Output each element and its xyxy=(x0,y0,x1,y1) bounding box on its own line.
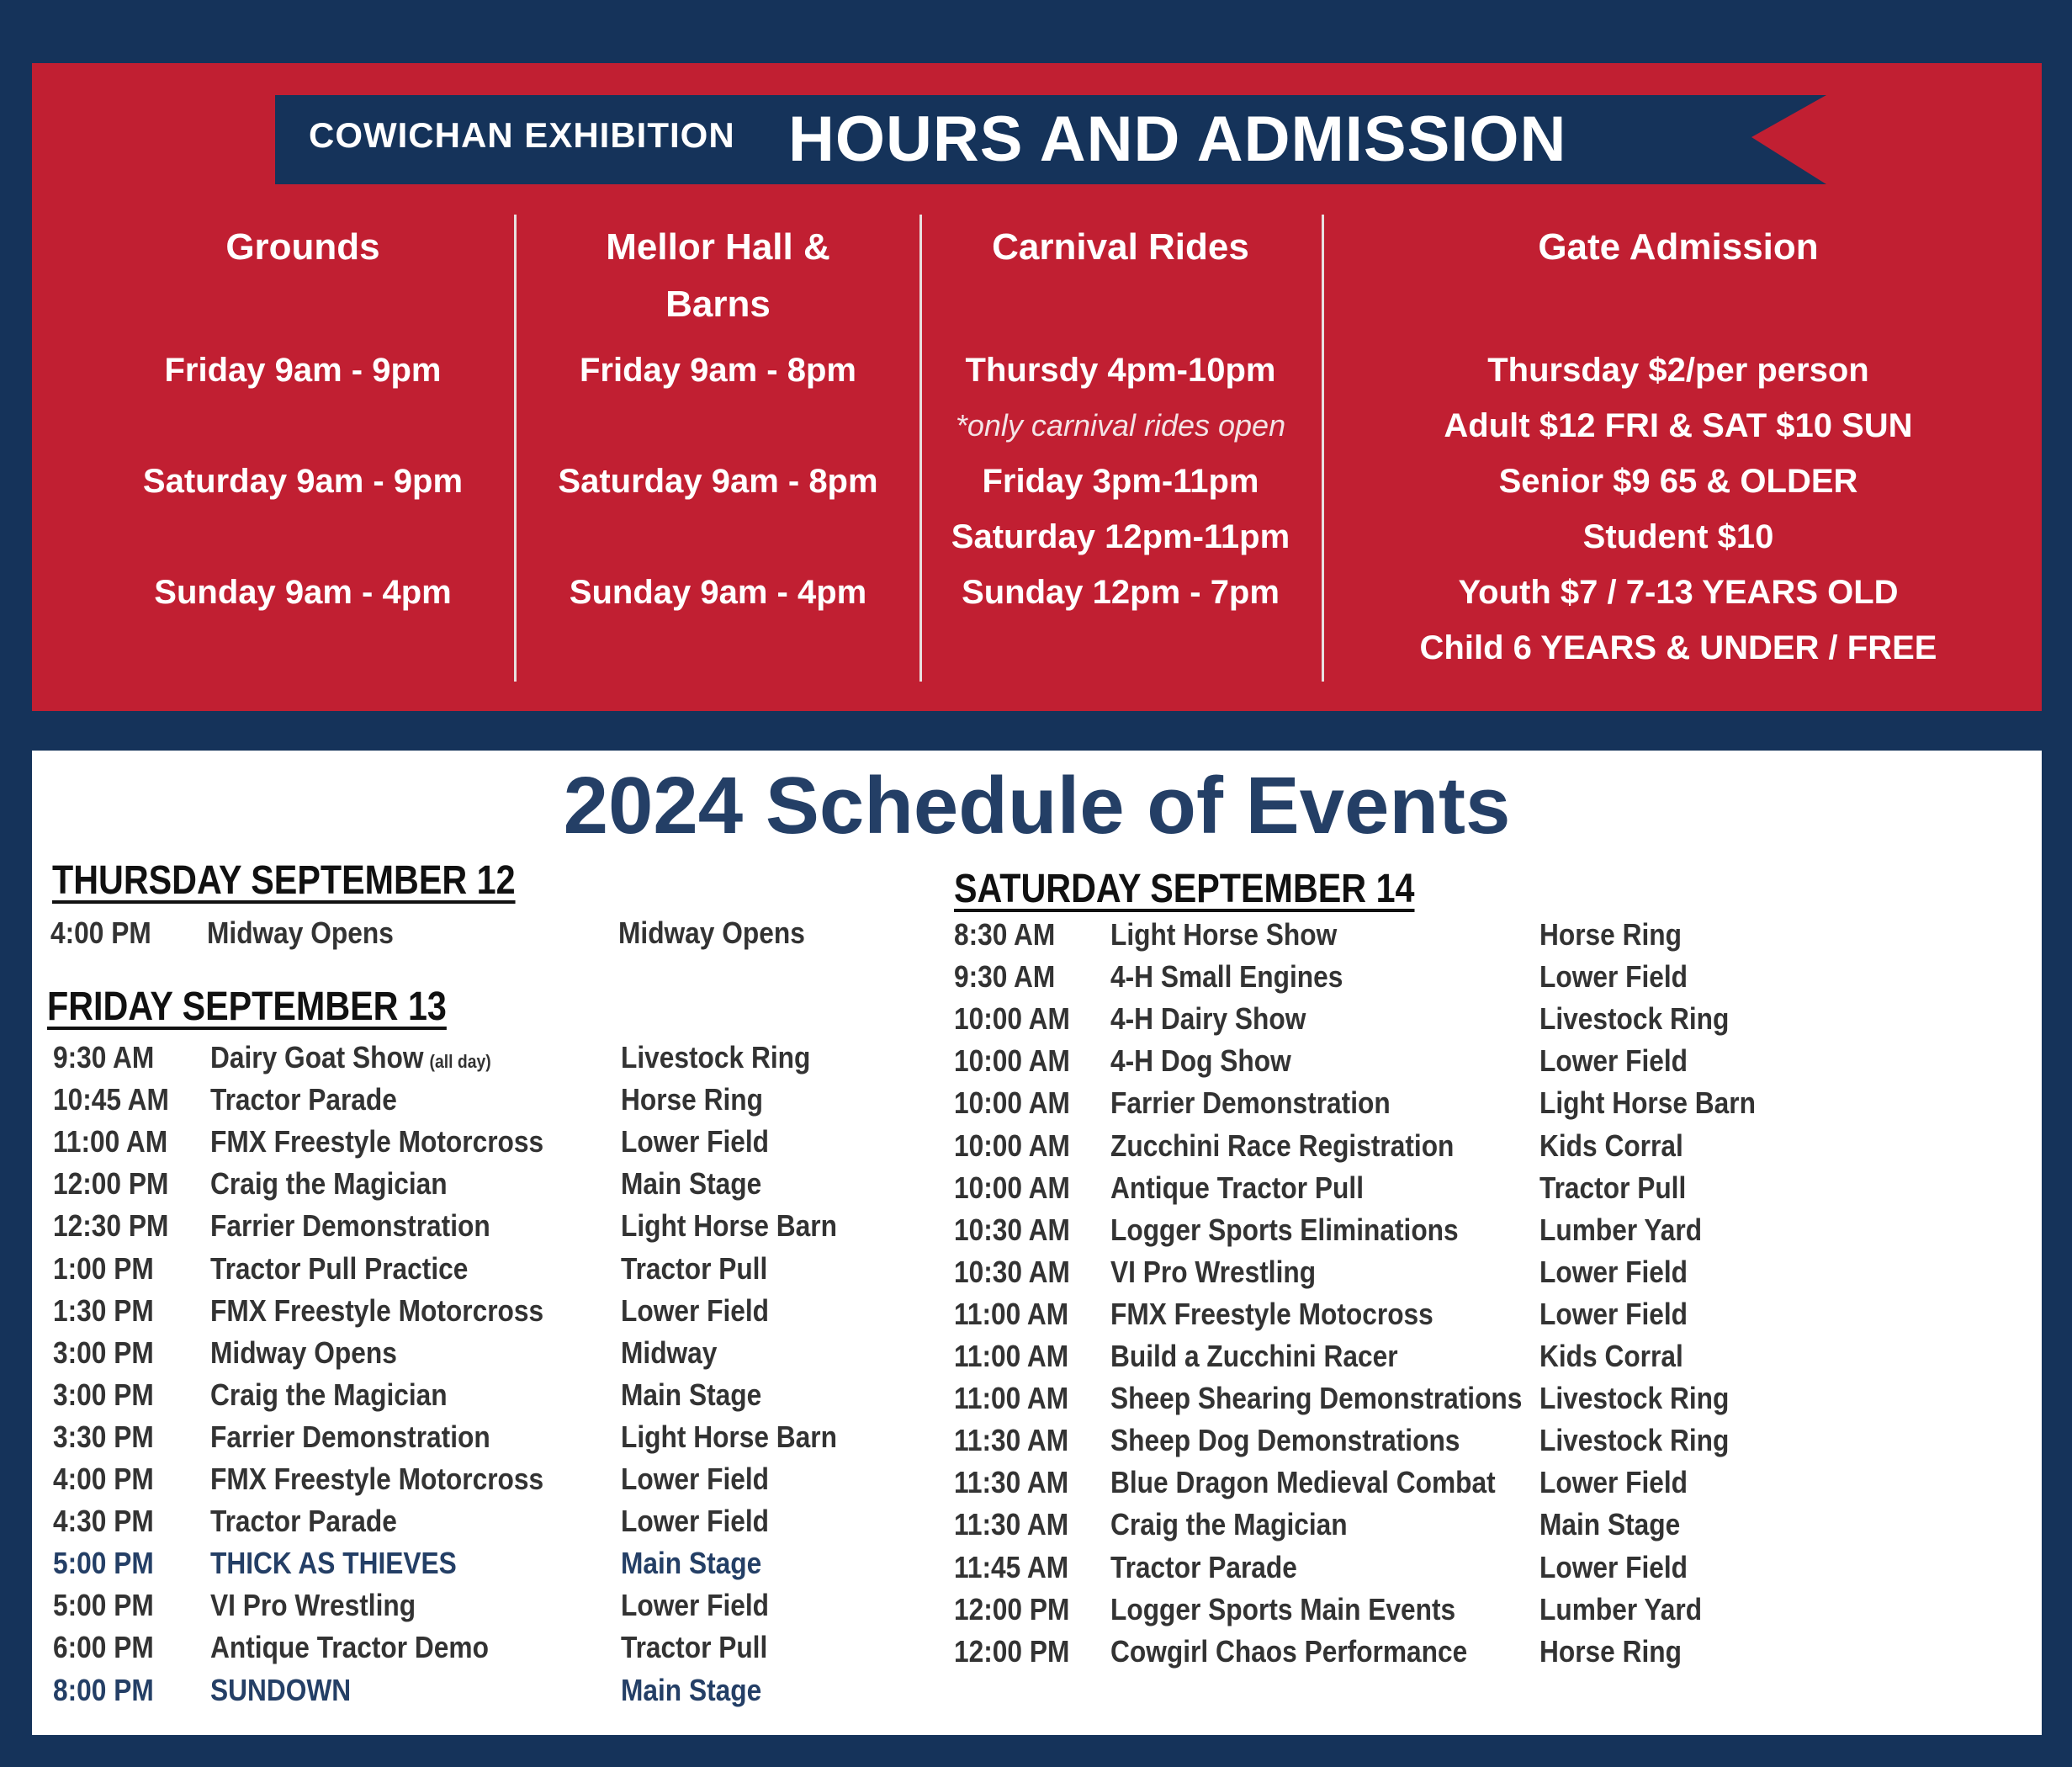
carnival-note: *only carnival rides open xyxy=(955,408,1286,443)
event-name-text: 4-H Dog Show xyxy=(1110,1043,1291,1079)
event-time: 12:30 PM xyxy=(53,1208,169,1244)
event-location: Kids Corral xyxy=(1539,1339,1683,1373)
event-name-text: Sheep Shearing Demonstrations xyxy=(1110,1381,1523,1416)
event-name xyxy=(210,1626,489,1669)
event-name-text: Zucchini Race Registration xyxy=(1110,1128,1455,1163)
event-name xyxy=(207,912,394,954)
mellor-heading-line2: Barns xyxy=(665,284,771,325)
event-time: 11:30 AM xyxy=(954,1465,1069,1500)
banner-subtitle: COWICHAN EXHIBITION xyxy=(309,115,735,155)
event-location: Tractor Pull xyxy=(621,1250,768,1286)
event-name-text: Blue Dragon Medieval Combat xyxy=(1110,1465,1496,1500)
event-time: 8:30 AM xyxy=(954,917,1056,952)
event-name-text: FMX Freestyle Motorcross xyxy=(210,1292,544,1328)
event-name xyxy=(1110,1335,1398,1377)
event-name xyxy=(210,1669,351,1711)
gate-thursday: Thursday $2/per person xyxy=(1487,352,1869,389)
event-name xyxy=(1110,1125,1454,1167)
event-name-text: Tractor Parade xyxy=(210,1504,397,1539)
event-name-text: Cowgirl Chaos Performance xyxy=(1110,1633,1468,1669)
event-time: 1:30 PM xyxy=(53,1292,154,1328)
event-location: Lumber Yard xyxy=(1539,1212,1703,1247)
event-name-text: SUNDOWN xyxy=(210,1672,352,1707)
event-location: Midway xyxy=(621,1335,718,1370)
event-name xyxy=(210,1037,491,1083)
event-note: (all day) xyxy=(429,1051,491,1072)
event-name-text: FMX Freestyle Motorcross xyxy=(210,1462,544,1496)
saturday-heading: SATURDAY SEPTEMBER 14 xyxy=(954,867,1415,911)
event-name xyxy=(1110,1377,1522,1419)
event-time: 4:00 PM xyxy=(53,1462,154,1496)
event-location: Light Horse Barn xyxy=(621,1208,837,1244)
event-name xyxy=(210,1374,448,1416)
hours-admission-panel xyxy=(32,63,2042,711)
event-time: 11:30 AM xyxy=(954,1507,1069,1542)
event-name xyxy=(210,1163,448,1205)
event-location: Horse Ring xyxy=(621,1082,763,1117)
event-name xyxy=(1110,1504,1348,1546)
event-name-text: Tractor Pull Practice xyxy=(210,1250,469,1286)
event-name xyxy=(210,1458,543,1500)
thursday-heading: THURSDAY SEPTEMBER 12 xyxy=(52,858,516,903)
event-name xyxy=(210,1079,397,1121)
event-name xyxy=(210,1500,397,1542)
banner-title: HOURS AND ADMISSION xyxy=(788,103,1567,175)
event-time: 11:00 AM xyxy=(954,1296,1069,1331)
event-time: 8:00 PM xyxy=(53,1672,154,1707)
event-name-text: 4-H Small Engines xyxy=(1110,959,1343,995)
event-name xyxy=(1110,1589,1455,1631)
event-location: Midway Opens xyxy=(618,915,805,950)
event-location: Lower Field xyxy=(1539,1254,1688,1289)
event-name-text: Antique Tractor Demo xyxy=(210,1630,489,1665)
event-location: Livestock Ring xyxy=(621,1040,811,1075)
gate-adult: Adult $12 FRI & SAT $10 SUN xyxy=(1444,407,1913,444)
event-name xyxy=(210,1332,397,1374)
event-location: Main Stage xyxy=(621,1546,762,1581)
event-location: Main Stage xyxy=(621,1672,762,1707)
event-name-text: Craig the Magician xyxy=(210,1166,448,1202)
event-time: 11:45 AM xyxy=(954,1549,1069,1584)
event-location: Livestock Ring xyxy=(1539,1423,1730,1458)
event-time: 5:00 PM xyxy=(53,1546,154,1581)
event-time: 10:00 AM xyxy=(954,1001,1070,1037)
event-name xyxy=(210,1121,543,1163)
event-location: Tractor Pull xyxy=(621,1630,768,1665)
event-time: 11:00 AM xyxy=(954,1339,1069,1373)
event-time: 4:30 PM xyxy=(53,1504,154,1539)
event-location: Livestock Ring xyxy=(1539,1001,1730,1037)
event-name xyxy=(1110,1040,1291,1082)
event-name xyxy=(1110,1251,1316,1293)
event-time: 3:00 PM xyxy=(53,1377,154,1412)
mellor-sunday: Sunday 9am - 4pm xyxy=(569,574,867,611)
event-time: 9:30 AM xyxy=(53,1040,155,1075)
grounds-friday: Friday 9am - 9pm xyxy=(164,352,442,389)
event-time: 10:00 AM xyxy=(954,1043,1070,1079)
event-location: Kids Corral xyxy=(1539,1128,1683,1163)
event-location: Lower Field xyxy=(1539,1043,1688,1079)
event-name-text: THICK AS THIEVES xyxy=(210,1546,457,1581)
event-time: 1:00 PM xyxy=(53,1250,154,1286)
event-name xyxy=(1110,1209,1459,1251)
event-name-text: VI Pro Wrestling xyxy=(210,1588,416,1623)
event-name xyxy=(1110,1631,1467,1673)
event-name-text: Farrier Demonstration xyxy=(210,1419,490,1454)
event-location: Lower Field xyxy=(621,1504,770,1539)
event-name xyxy=(210,1205,490,1247)
carnival-friday: Friday 3pm-11pm xyxy=(982,463,1259,500)
event-name xyxy=(1110,1082,1391,1124)
event-location: Light Horse Barn xyxy=(621,1419,837,1454)
event-name-text: Midway Opens xyxy=(210,1335,397,1370)
mellor-heading-line1: Mellor Hall & xyxy=(606,226,830,268)
event-time: 9:30 AM xyxy=(954,959,1056,995)
event-time: 6:00 PM xyxy=(53,1630,154,1665)
event-location: Lower Field xyxy=(1539,1549,1688,1584)
event-location: Horse Ring xyxy=(1539,1633,1682,1669)
event-name-text: Tractor Parade xyxy=(210,1082,397,1117)
event-name xyxy=(1110,1462,1496,1504)
event-name xyxy=(210,1248,468,1290)
event-name xyxy=(1110,914,1337,956)
event-location: Lower Field xyxy=(1539,1465,1688,1500)
event-location: Light Horse Barn xyxy=(1539,1085,1756,1121)
event-location: Main Stage xyxy=(621,1166,762,1202)
carnival-saturday: Saturday 12pm-11pm xyxy=(951,518,1290,555)
event-time: 12:00 PM xyxy=(53,1166,169,1202)
event-time: 10:30 AM xyxy=(954,1254,1070,1289)
event-name-text: Midway Opens xyxy=(207,915,394,950)
event-name xyxy=(210,1584,416,1626)
title-banner xyxy=(275,95,1826,184)
event-time: 5:00 PM xyxy=(53,1588,154,1623)
gate-heading: Gate Admission xyxy=(1538,226,1819,268)
gate-student: Student $10 xyxy=(1582,518,1774,555)
event-time: 10:00 AM xyxy=(954,1085,1070,1121)
event-time: 10:30 AM xyxy=(954,1212,1070,1247)
event-name xyxy=(210,1542,457,1584)
event-time: 10:00 AM xyxy=(954,1128,1070,1163)
event-time: 11:30 AM xyxy=(954,1423,1069,1458)
event-name-text: Craig the Magician xyxy=(210,1377,448,1412)
column-divider xyxy=(1322,215,1324,682)
event-name xyxy=(1110,1293,1433,1335)
event-time: 12:00 PM xyxy=(954,1633,1070,1669)
event-name-text: Tractor Parade xyxy=(1110,1549,1297,1584)
carnival-heading: Carnival Rides xyxy=(992,226,1249,268)
event-time: 3:00 PM xyxy=(53,1335,154,1370)
event-location: Lower Field xyxy=(621,1462,770,1496)
schedule-title: 2024 Schedule of Events xyxy=(563,761,1511,851)
column-divider xyxy=(514,215,517,682)
event-location: Lumber Yard xyxy=(1539,1591,1703,1626)
mellor-saturday: Saturday 9am - 8pm xyxy=(558,463,878,500)
carnival-sunday: Sunday 12pm - 7pm xyxy=(962,574,1280,611)
event-name-text: Build a Zucchini Racer xyxy=(1110,1339,1398,1373)
event-location: Lower Field xyxy=(1539,1296,1688,1331)
event-name-text: Logger Sports Eliminations xyxy=(1110,1212,1459,1247)
mellor-friday: Friday 9am - 8pm xyxy=(579,352,856,389)
event-name-text: FMX Freestyle Motocross xyxy=(1110,1296,1433,1331)
event-name xyxy=(1110,1167,1364,1209)
event-name-text: Dairy Goat Show xyxy=(210,1040,424,1075)
friday-heading: FRIDAY SEPTEMBER 13 xyxy=(47,984,447,1029)
event-name xyxy=(1110,1547,1297,1589)
gate-child: Child 6 YEARS & UNDER / FREE xyxy=(1419,629,1937,666)
grounds-sunday: Sunday 9am - 4pm xyxy=(154,574,452,611)
event-location: Lower Field xyxy=(621,1124,770,1159)
event-location: Main Stage xyxy=(1539,1507,1681,1542)
event-name-text: 4-H Dairy Show xyxy=(1110,1001,1306,1037)
event-time: 10:45 AM xyxy=(53,1082,169,1117)
mellor-heading xyxy=(522,219,914,333)
event-time: 11:00 AM xyxy=(53,1124,168,1159)
event-location: Lower Field xyxy=(1539,959,1688,995)
event-location: Livestock Ring xyxy=(1539,1381,1730,1416)
event-time: 10:00 AM xyxy=(954,1170,1070,1205)
event-name-text: Logger Sports Main Events xyxy=(1110,1591,1456,1626)
event-name-text: VI Pro Wrestling xyxy=(1110,1254,1317,1289)
event-name-text: Sheep Dog Demonstrations xyxy=(1110,1423,1460,1458)
event-time: 11:00 AM xyxy=(954,1381,1069,1416)
grounds-saturday: Saturday 9am - 9pm xyxy=(142,463,464,500)
event-location: Horse Ring xyxy=(1539,917,1682,952)
event-name-text: Light Horse Show xyxy=(1110,917,1338,952)
grounds-heading: Grounds xyxy=(225,226,380,268)
event-name-text: Farrier Demonstration xyxy=(1110,1085,1391,1121)
event-location: Lower Field xyxy=(621,1588,770,1623)
event-location: Tractor Pull xyxy=(1539,1170,1687,1205)
gate-senior: Senior $9 65 & OLDER xyxy=(1498,463,1858,500)
event-name-text: Antique Tractor Pull xyxy=(1110,1170,1365,1205)
event-name xyxy=(210,1290,543,1332)
event-time: 12:00 PM xyxy=(954,1591,1070,1626)
event-name xyxy=(210,1416,490,1458)
event-time: 3:30 PM xyxy=(53,1419,154,1454)
event-name-text: Farrier Demonstration xyxy=(210,1208,490,1244)
event-name-text: Craig the Magician xyxy=(1110,1507,1348,1542)
column-divider xyxy=(919,215,922,682)
event-time: 4:00 PM xyxy=(50,915,151,950)
event-location: Lower Field xyxy=(621,1292,770,1328)
event-name xyxy=(1110,1419,1460,1462)
carnival-thursday: Thursdy 4pm-10pm xyxy=(965,352,1276,389)
gate-youth: Youth $7 / 7-13 YEARS OLD xyxy=(1458,574,1899,611)
event-name xyxy=(1110,998,1306,1040)
event-name-text: FMX Freestyle Motorcross xyxy=(210,1124,544,1159)
schedule-panel xyxy=(32,751,2042,1735)
event-location: Main Stage xyxy=(621,1377,762,1412)
event-name xyxy=(1110,956,1343,998)
